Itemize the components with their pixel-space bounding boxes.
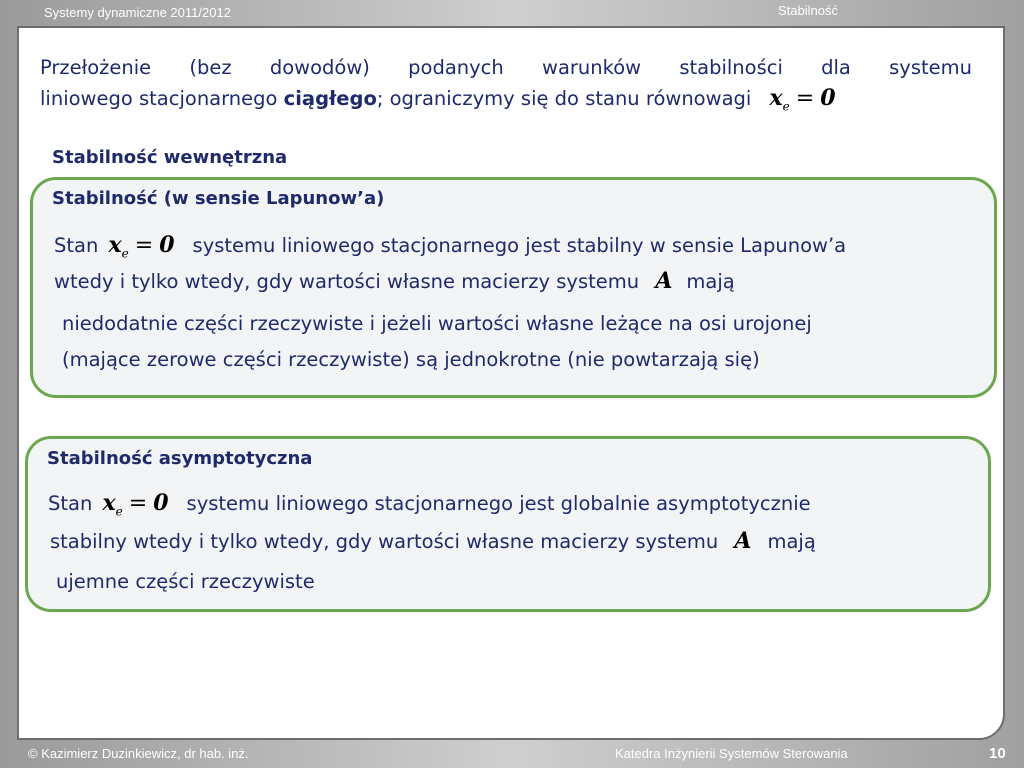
equilibrium-formula: $x_e = 0$	[108, 232, 175, 261]
matrix-a-symbol: A	[655, 268, 673, 294]
asymptotic-line-2	[50, 528, 816, 554]
asymptotic-text: systemu liniowego stacjonarnego jest globalnie asymptotycznie	[186, 492, 811, 515]
intro-word: (bez	[189, 56, 232, 79]
header-course-title: Systemy dynamiczne 2011/2012	[44, 5, 231, 20]
intro-word: Przełożenie	[40, 56, 152, 79]
asymptotic-title: Stabilność asymptotyczna	[47, 448, 313, 469]
footer-department: Katedra Inżynierii Systemów Sterowania	[615, 746, 848, 761]
page-number: 10	[989, 745, 1006, 762]
intro-line-1	[40, 52, 972, 83]
section-heading-internal-stability: Stabilność wewnętrzna	[52, 147, 288, 168]
footer-author: © Kazimierz Duzinkiewicz, dr hab. inż.	[28, 746, 249, 761]
asymptotic-line-3: ujemne części rzeczywiste	[56, 570, 315, 593]
lapunov-line-1	[54, 232, 846, 260]
asymptotic-text: stabilny wtedy i tylko wtedy, gdy wartości własne macierzy systemu	[50, 530, 719, 553]
asymptotic-text: Stan	[48, 492, 93, 515]
matrix-a-symbol: A	[734, 528, 752, 554]
header-topic: Stabilność	[778, 3, 838, 18]
intro-word: dowodów)	[269, 56, 370, 79]
lapunov-text: systemu liniowego stacjonarnego jest stabilny w sensie Lapunow’a	[192, 234, 847, 257]
lapunov-text: Stan	[54, 234, 99, 257]
intro-bold-word: ciągłego	[283, 87, 377, 110]
intro-paragraph	[40, 52, 972, 122]
intro-text: ; ograniczymy się do stanu równowagi	[376, 87, 752, 110]
intro-word: warunków	[542, 56, 642, 79]
lapunov-text: wtedy i tylko wtedy, gdy wartości własne macierzy systemu	[54, 270, 640, 293]
lapunov-line-4: (mające zerowe części rzeczywiste) są jednokrotne (nie powtarzają się)	[62, 348, 760, 371]
equilibrium-formula: $x_e = 0$	[769, 85, 836, 114]
intro-word: dla	[821, 56, 851, 79]
asymptotic-line-1	[48, 490, 811, 518]
intro-text: liniowego stacjonarnego	[40, 87, 284, 110]
intro-word: systemu	[889, 56, 972, 79]
equilibrium-formula: $x_e = 0$	[102, 490, 169, 519]
lapunov-line-2	[54, 268, 735, 294]
lapunov-line-3: niedodatnie części rzeczywiste i jeżeli wartości własne leżące na osi urojonej	[62, 312, 812, 335]
intro-word: stabilności	[679, 56, 783, 79]
intro-line-2	[40, 83, 972, 122]
asymptotic-text: mają	[767, 530, 816, 553]
lapunov-title: Stabilność (w sensie Lapunow’a)	[52, 188, 385, 209]
lapunov-text: mają	[686, 270, 735, 293]
intro-word: podanych	[408, 56, 504, 79]
